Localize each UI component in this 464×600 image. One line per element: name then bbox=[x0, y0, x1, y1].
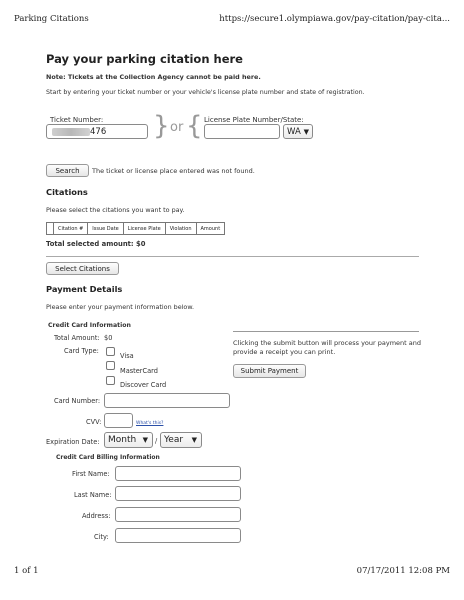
citations-table bbox=[46, 222, 225, 235]
print-header-title: Parking Citations bbox=[14, 14, 89, 24]
city-input[interactable] bbox=[115, 528, 241, 543]
print-header-url: https://secure1.olympiawa.gov/pay-citation/pay-cita... bbox=[219, 14, 450, 24]
address-input[interactable] bbox=[115, 507, 241, 522]
ticket-number-input[interactable] bbox=[46, 124, 148, 139]
col-violation: Violation bbox=[165, 223, 196, 235]
page-title: Pay your parking citation here bbox=[46, 52, 243, 66]
col-select bbox=[47, 223, 54, 235]
city-label: City: bbox=[94, 533, 109, 541]
submit-note: Clicking the submit button will process your payment and provide a receipt you can print. bbox=[233, 339, 422, 356]
billing-heading: Credit Card Billing Information bbox=[56, 454, 160, 461]
col-license-plate: License Plate bbox=[123, 223, 165, 235]
collection-note: Note: Tickets at the Collection Agency cannot be paid here. bbox=[46, 73, 261, 81]
chevron-down-icon: ▼ bbox=[303, 128, 309, 136]
plate-number-input[interactable] bbox=[204, 124, 280, 139]
card-type-label: Card Type: bbox=[64, 347, 99, 355]
chevron-down-icon: ▼ bbox=[142, 436, 148, 444]
state-select[interactable] bbox=[283, 124, 313, 139]
divider bbox=[46, 256, 419, 257]
col-issue-date: Issue Date bbox=[88, 223, 123, 235]
cvv-input[interactable] bbox=[104, 413, 133, 428]
ticket-number-value: 476 bbox=[90, 127, 107, 137]
print-footer-page: 1 of 1 bbox=[14, 566, 39, 576]
month-select[interactable] bbox=[104, 432, 153, 448]
mastercard-label: MasterCard bbox=[120, 367, 158, 375]
col-amount: Amount bbox=[196, 223, 225, 235]
submit-payment-button[interactable]: Submit Payment bbox=[233, 364, 306, 378]
search-error-message: The ticket or license place entered was not found. bbox=[92, 167, 255, 175]
citations-header-row bbox=[47, 223, 225, 235]
card-number-label: Card Number: bbox=[54, 397, 101, 405]
left-brace-icon: { bbox=[186, 111, 203, 141]
search-button[interactable]: Search bbox=[46, 164, 89, 177]
cc-info-heading: Credit Card Information bbox=[48, 322, 131, 329]
ticket-number-label: Ticket Number: bbox=[50, 116, 104, 124]
print-footer-datetime: 07/17/2011 12:08 PM bbox=[356, 566, 450, 576]
intro-text: Start by entering your ticket number or your vehicle's license plate number and state of registration. bbox=[46, 89, 365, 96]
discover-checkbox[interactable] bbox=[106, 376, 115, 385]
expiration-label: Expiration Date: bbox=[46, 438, 100, 446]
address-label: Address: bbox=[82, 512, 111, 520]
year-select[interactable] bbox=[160, 432, 202, 448]
state-value: WA bbox=[287, 126, 301, 137]
visa-label: Visa bbox=[120, 352, 134, 360]
first-name-label: First Name: bbox=[72, 470, 110, 478]
plate-label: License Plate Number/State: bbox=[204, 116, 304, 124]
card-number-input[interactable] bbox=[104, 393, 230, 408]
total-selected-amount: Total selected amount: $0 bbox=[46, 240, 146, 248]
total-amount-value: $0 bbox=[104, 334, 113, 342]
mastercard-checkbox[interactable] bbox=[106, 361, 115, 370]
citations-heading: Citations bbox=[46, 187, 88, 197]
month-value: Month bbox=[108, 435, 137, 445]
last-name-label: Last Name: bbox=[74, 491, 112, 499]
payment-details-heading: Payment Details bbox=[46, 284, 123, 294]
submit-divider bbox=[233, 331, 419, 332]
cvv-help-link[interactable]: What's this? bbox=[136, 421, 164, 426]
or-label: or bbox=[170, 120, 184, 135]
chevron-down-icon: ▼ bbox=[191, 436, 197, 444]
redacted-digits bbox=[52, 128, 90, 136]
payment-instruction: Please enter your payment information below. bbox=[46, 303, 195, 311]
citations-instruction: Please select the citations you want to pay. bbox=[46, 206, 185, 214]
discover-label: Discover Card bbox=[120, 381, 167, 389]
year-value: Year bbox=[164, 435, 184, 445]
total-amount-label: Total Amount: bbox=[54, 334, 100, 342]
select-citations-button[interactable]: Select Citations bbox=[46, 262, 119, 275]
col-citation-number: Citation # bbox=[54, 223, 88, 235]
right-brace-icon: } bbox=[153, 111, 170, 141]
date-slash: / bbox=[155, 437, 158, 445]
visa-checkbox[interactable] bbox=[106, 347, 115, 356]
last-name-input[interactable] bbox=[115, 486, 241, 501]
cvv-label: CVV: bbox=[86, 418, 102, 426]
first-name-input[interactable] bbox=[115, 466, 241, 481]
